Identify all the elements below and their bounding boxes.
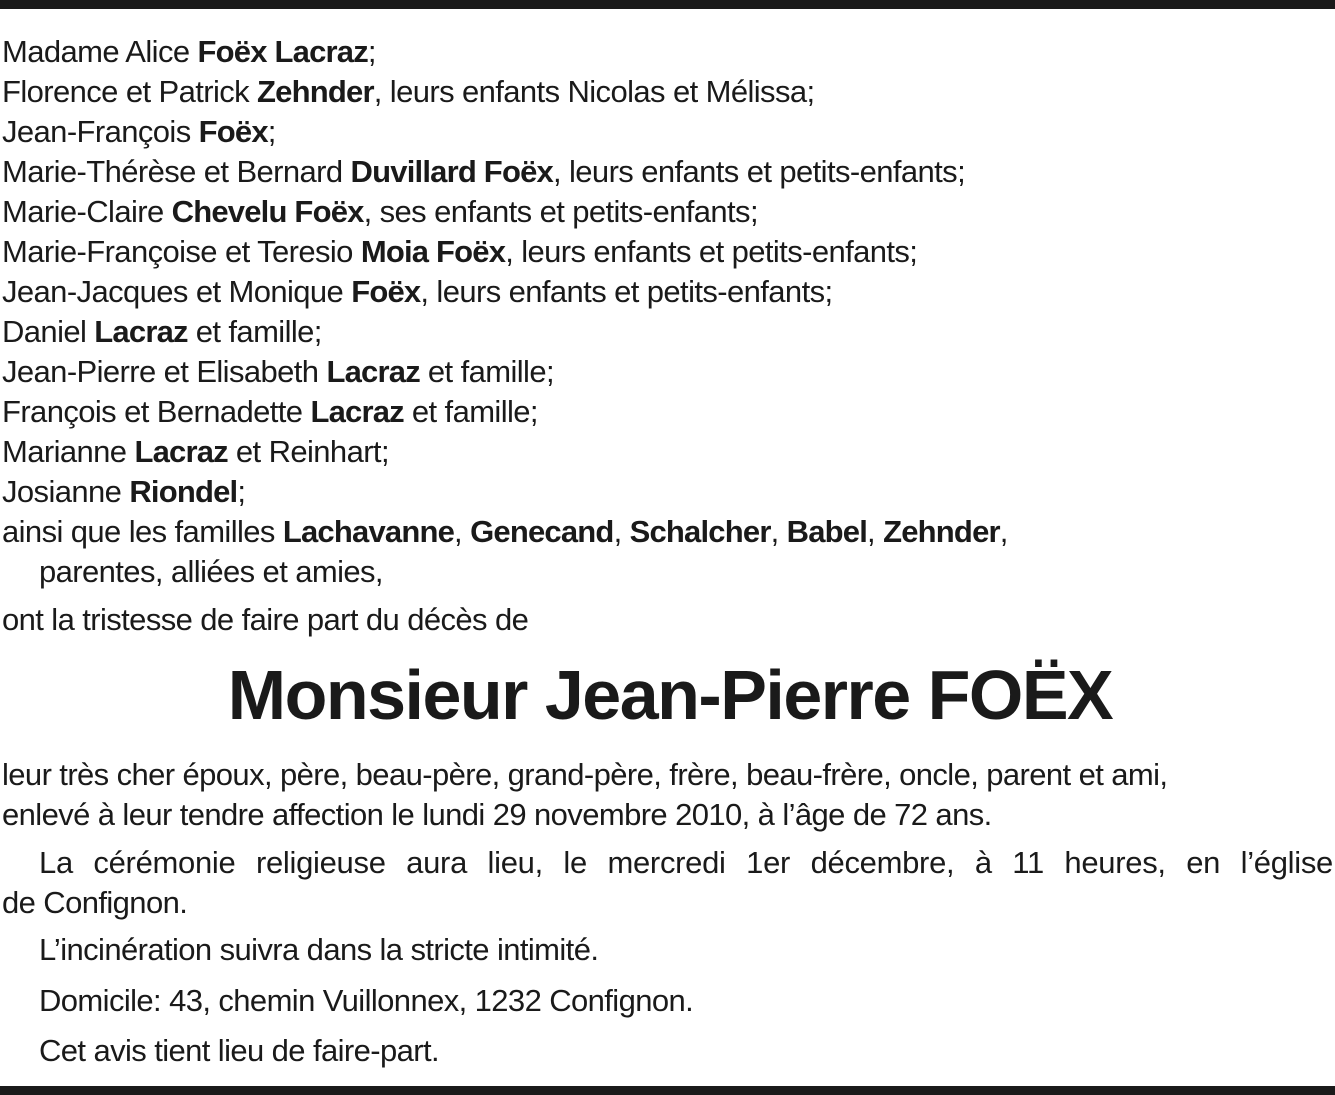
separator: , <box>613 514 630 549</box>
family-line-suffix: ; <box>267 114 276 149</box>
family-line-text: Marie-Thérèse et Bernard <box>2 154 351 189</box>
family-surname: Zehnder <box>883 514 1000 549</box>
family-surname: Duvillard Foëx <box>350 154 553 189</box>
deceased-name: Monsieur Jean-Pierre FOËX <box>227 656 1113 734</box>
families-line <box>2 512 1332 552</box>
family-surname: Zehnder <box>257 74 374 109</box>
family-surname: Riondel <box>129 474 238 509</box>
family-line-suffix: et famille; <box>419 354 554 389</box>
family-surname: Genecand <box>470 514 614 549</box>
family-line-suffix: , leurs enfants et petits-enfants; <box>420 274 833 309</box>
separator: , <box>867 514 884 549</box>
ceremony-line: La cérémonie religieuse aura lieu, le mercredi 1er décembre, à 11 heures, en l’église <box>39 845 1333 880</box>
family-surname: Lacraz <box>134 434 228 469</box>
domicile-note: Domicile: 43, chemin Vuillonnex, 1232 Confignon. <box>39 983 694 1018</box>
announcement-intro: ont la tristesse de faire part du décès de <box>2 602 529 637</box>
family-line-suffix: ; <box>367 34 376 69</box>
family-line-suffix: et Reinhart; <box>227 434 389 469</box>
family-line <box>2 272 1332 312</box>
families-continuation: parentes, alliées et amies, <box>39 554 383 589</box>
family-line-suffix: et famille; <box>403 394 538 429</box>
family-line-suffix: ; <box>237 474 246 509</box>
family-line <box>2 392 1332 432</box>
tribute-line: enlevé à leur tendre affection le lundi 29 novembre 2010, à l’âge de 72 ans. <box>2 797 992 832</box>
family-surname: Schalcher <box>629 514 771 549</box>
notice-note: Cet avis tient lieu de faire-part. <box>39 1033 440 1068</box>
family-line-text: François et Bernadette <box>2 394 311 429</box>
family-line-text: Jean-François <box>2 114 199 149</box>
family-line-text: Daniel <box>2 314 95 349</box>
tribute-line: leur très cher époux, père, beau-père, grand-père, frère, beau-frère, oncle, parent et ami, <box>2 757 1168 792</box>
top-rule <box>0 0 1335 9</box>
ceremony-line: de Confignon. <box>2 885 188 920</box>
family-line <box>2 112 1332 152</box>
family-line <box>2 432 1332 472</box>
family-surname: Moia Foëx <box>360 234 506 269</box>
ceremony-paragraph <box>2 843 1333 923</box>
family-line-text: Florence et Patrick <box>2 74 258 109</box>
families-line-suffix: , <box>999 514 1008 549</box>
family-surname: Foëx <box>351 274 421 309</box>
family-line <box>2 72 1332 112</box>
family-line-suffix: , ses enfants et petits-enfants; <box>363 194 758 229</box>
family-surname: Babel <box>786 514 868 549</box>
family-line-text: Marianne <box>2 434 135 469</box>
family-surname: Lacraz <box>326 354 420 389</box>
separator: , <box>770 514 787 549</box>
family-line-text: Marie-Claire <box>2 194 172 229</box>
family-surname: Foëx Lacraz <box>197 34 368 69</box>
family-line-text: Madame Alice <box>2 34 198 69</box>
family-list <box>2 32 1332 592</box>
family-line <box>2 312 1332 352</box>
family-surname: Foëx <box>198 114 268 149</box>
tribute-paragraph <box>2 755 1333 835</box>
family-line <box>2 32 1332 72</box>
family-line-text: Jean-Jacques et Monique <box>2 274 352 309</box>
family-line-text: Josianne <box>2 474 130 509</box>
family-surname: Chevelu Foëx <box>171 194 364 229</box>
separator: , <box>454 514 471 549</box>
family-line <box>2 232 1332 272</box>
family-line <box>2 152 1332 192</box>
family-line <box>2 352 1332 392</box>
family-surname: Lacraz <box>310 394 404 429</box>
family-line-suffix: et famille; <box>187 314 322 349</box>
bottom-rule <box>0 1086 1335 1095</box>
family-line-suffix: , leurs enfants et petits-enfants; <box>505 234 918 269</box>
family-surname: Lacraz <box>94 314 188 349</box>
family-line <box>2 472 1332 512</box>
cremation-note: L’incinération suivra dans la stricte intimité. <box>39 932 599 967</box>
family-line-suffix: , leurs enfants et petits-enfants; <box>552 154 966 189</box>
family-line-text: Marie-Françoise et Teresio <box>2 234 361 269</box>
family-line <box>2 192 1332 232</box>
family-line-suffix: , leurs enfants Nicolas et Mélissa; <box>373 74 815 109</box>
families-line-text: ainsi que les familles <box>2 514 283 549</box>
family-line-text: Jean-Pierre et Elisabeth <box>2 354 327 389</box>
family-surname: Lachavanne <box>282 514 455 549</box>
